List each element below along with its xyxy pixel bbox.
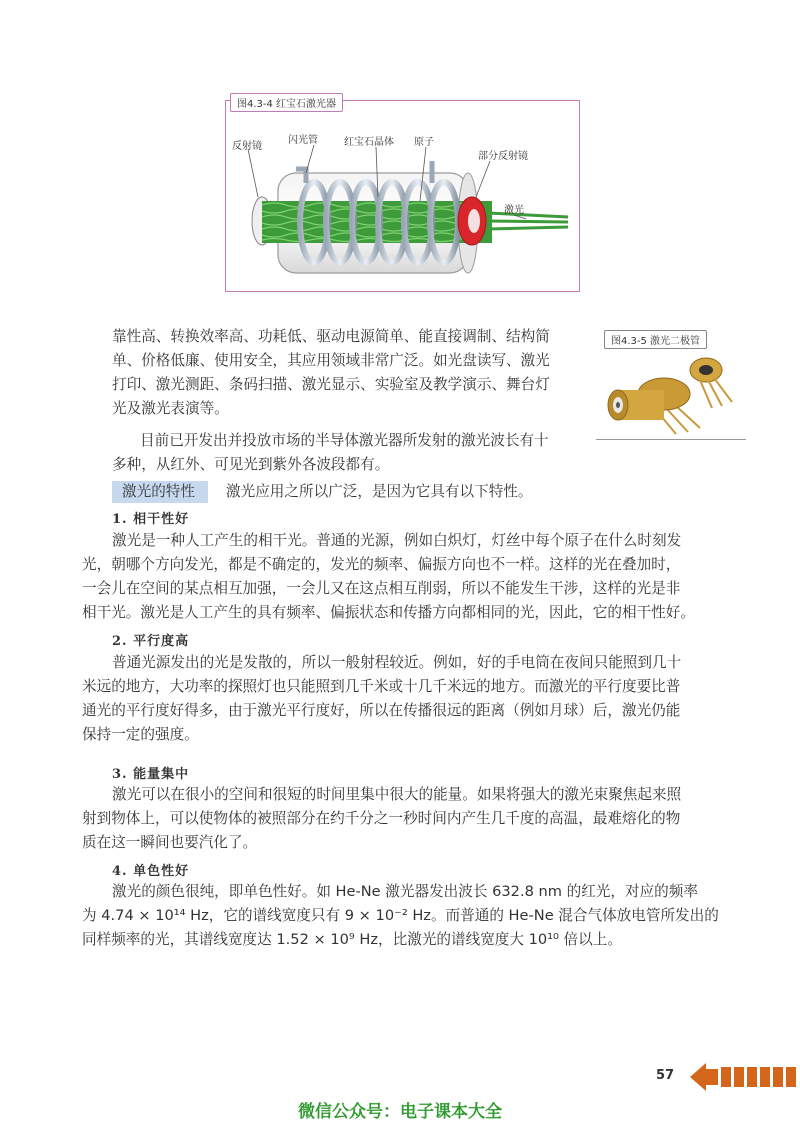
text-line: 激光可以在很小的空间和很短的时间里集中很大的能量。如果将强大的激光束聚焦起来照: [112, 786, 682, 803]
figure-caption: 图4.3-5 激光二极管: [604, 330, 707, 349]
page-number: 57: [656, 1068, 675, 1083]
footer-watermark: 微信公众号：电子课本大全: [298, 1102, 502, 1121]
item-body: [82, 651, 752, 747]
item-heading: 2. 平行度高: [112, 634, 190, 649]
item-heading: 1. 相干性好: [112, 512, 190, 527]
laser-diode-illustration: [596, 350, 746, 440]
text-line: 相干光。激光是人工产生的具有频率、偏振状态和传播方向都相同的光，因此，它的相干性好。: [82, 604, 695, 621]
item-heading: 4. 单色性好: [112, 864, 190, 879]
figure-laser-diode: [596, 330, 746, 440]
label-flash-tube: 闪光管: [288, 135, 318, 146]
text-line: 一会儿在空间的某点相互加强，一会儿又在这点相互削弱，所以不能发生干涉，这样的光是非: [82, 580, 681, 597]
text-line: 质在这一瞬间也要汽化了。: [82, 834, 258, 851]
item-body: [82, 783, 752, 855]
label-partial-reflector: 部分反射镜: [478, 151, 528, 162]
ruby-laser-illustration: [226, 101, 578, 289]
section-tag: 激光的特性: [112, 481, 208, 503]
text-line: 通光的平行度好得多，由于激光平行度好，所以在传播很远的距离（例如月球）后，激光仍能: [82, 702, 681, 719]
label-laser: 激光: [504, 205, 524, 216]
item-body: [82, 529, 752, 625]
text-line: 同样频率的光，其谱线宽度达 1.52 × 10⁹ Hz，比激光的谱线宽度大 10¹⁰ 倍以上。: [82, 931, 622, 948]
label-reflector: 反射镜: [232, 141, 262, 152]
figure-caption: 图4.3-4 红宝石激光器: [230, 93, 343, 112]
text-line: 为 4.74 × 10¹⁴ Hz，它的谱线宽度只有 9 × 10⁻² Hz。而普通的 He-Ne 混合气体放电管所发出的: [82, 907, 719, 924]
text-line: 激光是一种人工产生的相干光。普通的光源，例如白炽灯，灯丝中每个原子在什么时刻发: [112, 532, 682, 549]
page-arrow-icon: [690, 1062, 800, 1092]
text-line: 多种，从红外、可见光到紫外各波段都有。: [112, 456, 390, 473]
item-heading: 3. 能量集中: [112, 767, 190, 782]
text-line: 光及激光表演等。: [112, 400, 229, 417]
section-lead: 激光应用之所以广泛，是因为它具有以下特性。: [226, 483, 533, 500]
item-body: [82, 880, 752, 952]
text-line: 打印、激光测距、条码扫描、激光显示、实验室及教学演示、舞台灯: [112, 376, 550, 393]
intro-paragraph-1: [112, 325, 582, 421]
label-atom: 原子: [414, 137, 434, 148]
text-line: 米远的地方，大功率的探照灯也只能照到几千米或十几千米远的地方。而激光的平行度要比普: [82, 678, 681, 695]
text-line: 靠性高、转换效率高、功耗低、驱动电源简单、能直接调制、结构简: [112, 328, 550, 345]
text-line: 目前已开发出并投放市场的半导体激光器所发射的激光波长有十: [140, 432, 549, 449]
text-line: 单、价格低廉、使用安全，其应用领域非常广泛。如光盘读写、激光: [112, 352, 550, 369]
text-line: 光，朝哪个方向发光，都是不确定的，发光的频率、偏振方向也不一样。这样的光在叠加时，: [82, 556, 681, 573]
figure-divider: [596, 439, 746, 440]
intro-paragraph-2: [112, 429, 582, 477]
figure-ruby-laser: [225, 100, 580, 292]
text-line: 激光的颜色很纯，即单色性好。如 He-Ne 激光器发出波长 632.8 nm 的红光，对应的频率: [112, 883, 698, 900]
text-line: 保持一定的强度。: [82, 726, 199, 743]
label-ruby-crystal: 红宝石晶体: [344, 137, 394, 148]
text-line: 普通光源发出的光是发散的，所以一般射程较近。例如，好的手电筒在夜间只能照到几十: [112, 654, 682, 671]
text-line: 射到物体上，可以使物体的被照部分在约千分之一秒时间内产生几千度的高温，最难熔化的物: [82, 810, 681, 827]
